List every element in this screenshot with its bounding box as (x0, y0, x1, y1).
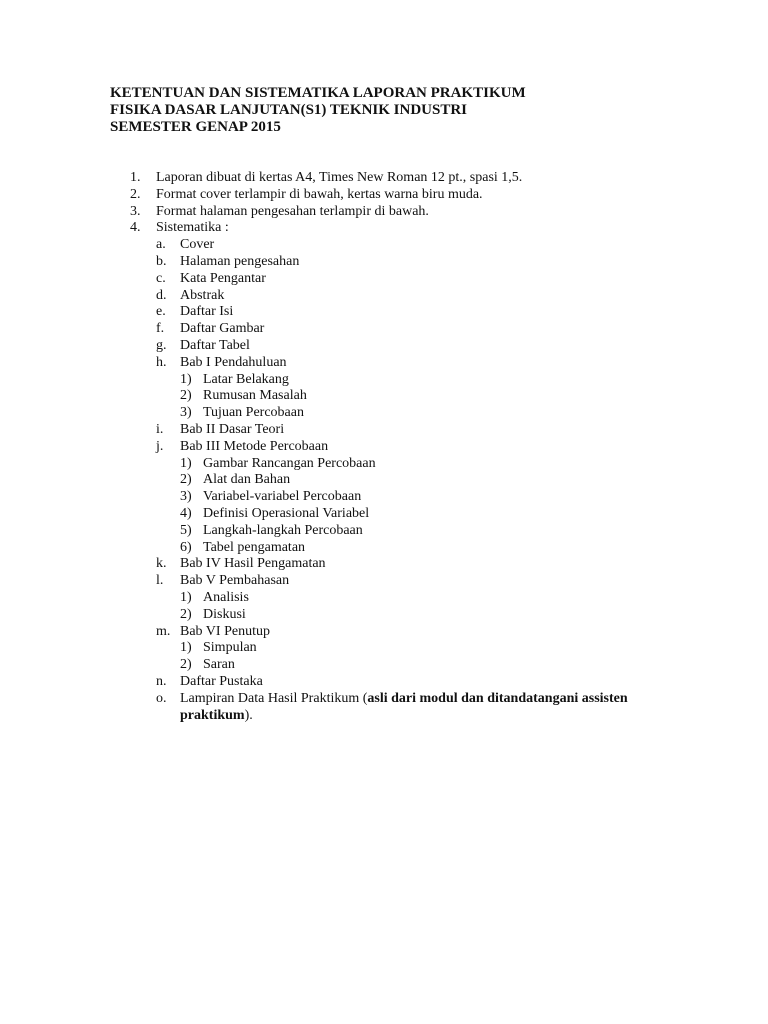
list-item (130, 338, 690, 355)
list-marker: 1) (180, 589, 192, 605)
list-item-text: Tujuan Percobaan (203, 405, 304, 421)
list-marker: 3) (180, 489, 192, 505)
list-marker: l. (156, 573, 164, 589)
list-item-text: Bab III Metode Percobaan (180, 438, 329, 454)
list-item-text: Cover (180, 237, 215, 253)
list-item-text: Rumusan Masalah (203, 388, 307, 404)
last-item-suffix: ). (244, 707, 253, 723)
list-marker: 4. (130, 220, 141, 236)
list-marker: j. (156, 438, 164, 454)
list-item-text: Latar Belakang (203, 371, 289, 387)
list-item-text: Bab V Pembahasan (180, 573, 290, 589)
list-marker: 1) (180, 640, 192, 656)
list-marker: 2) (180, 472, 192, 488)
document-heading (110, 85, 526, 136)
list-marker: 3) (180, 405, 192, 421)
list-item-text: Daftar Tabel (180, 337, 250, 353)
last-item-bold-text: asli dari modul dan ditandatangani assisten praktikum (180, 690, 628, 723)
list-marker: 2) (180, 388, 192, 404)
list-marker: 2) (180, 606, 192, 622)
list-item-text: Tabel pengamatan (203, 539, 306, 555)
list-marker: b. (156, 253, 167, 269)
heading-line-2: FISIKA DASAR LANJUTAN(S1) TEKNIK INDUSTRI (110, 102, 468, 118)
list-item (130, 422, 690, 439)
list-item (130, 271, 690, 288)
list-item-text (180, 691, 678, 725)
list-item-text: Bab II Dasar Teori (180, 421, 285, 437)
list-item (130, 405, 690, 422)
list-marker: 1. (130, 170, 141, 185)
list-item-text: Alat dan Bahan (203, 472, 291, 488)
list-item-text: Kata Pengantar (180, 270, 266, 286)
list-item (130, 204, 690, 221)
list-marker: n. (156, 673, 167, 689)
list-marker: 1) (180, 371, 192, 387)
list-item (130, 674, 690, 691)
list-marker: k. (156, 556, 167, 572)
list-marker: 5) (180, 522, 192, 538)
list-item-text: Variabel-variabel Percobaan (203, 489, 362, 505)
list-marker: 2) (180, 657, 192, 673)
list-item (130, 590, 690, 607)
list-item (130, 288, 690, 305)
list-item (130, 304, 690, 321)
list-item (130, 573, 690, 590)
list-marker: h. (156, 354, 167, 370)
list-item-text: Format halaman pengesahan terlampir di bawah. (156, 203, 429, 219)
list-marker: e. (156, 304, 166, 320)
list-marker: m. (156, 623, 171, 639)
list-item-text: Langkah-langkah Percobaan (203, 522, 363, 538)
list-item-text: Diskusi (203, 606, 246, 622)
list-item (130, 254, 690, 271)
list-item-text: Daftar Isi (180, 304, 234, 320)
list-marker: 2. (130, 186, 141, 202)
list-marker: a. (156, 237, 166, 253)
list-item (130, 456, 690, 473)
list-item (130, 355, 690, 372)
list-item (130, 556, 690, 573)
list-item-last (130, 691, 690, 725)
list-item-text: Bab I Pendahuluan (180, 354, 287, 370)
list-item-text: Definisi Operasional Variabel (203, 505, 370, 521)
list-item (130, 220, 690, 237)
heading-line-3: SEMESTER GENAP 2015 (110, 119, 281, 135)
list-item (130, 388, 690, 405)
list-marker: 4) (180, 505, 192, 521)
list-item-text: Format cover terlampir di bawah, kertas warna biru muda. (156, 186, 483, 202)
list-item (130, 321, 690, 338)
list-item-text: Abstrak (180, 287, 225, 303)
list-item (130, 472, 690, 489)
list-item-text: Halaman pengesahan (180, 253, 300, 269)
list-item (130, 237, 690, 254)
list-item-text: Simpulan (203, 640, 257, 656)
heading-line-1: KETENTUAN DAN SISTEMATIKA LAPORAN PRAKTIKUM (110, 85, 526, 101)
list-item (130, 624, 690, 641)
list-item (130, 657, 690, 674)
list-marker: g. (156, 337, 167, 353)
last-item-prefix: Lampiran Data Hasil Praktikum ( (180, 690, 368, 706)
list-marker: o. (156, 690, 167, 706)
list-item-text: Sistematika : (156, 220, 229, 236)
list-item-text: Laporan dibuat di kertas A4, Times New Roman 12 pt., spasi 1,5. (156, 170, 523, 185)
list-item (130, 607, 690, 624)
list-item (130, 540, 690, 557)
list-item-text: Analisis (203, 589, 249, 605)
list-item-text: Bab VI Penutup (180, 623, 270, 639)
list-marker: 3. (130, 203, 141, 219)
list-item (130, 187, 690, 204)
list-item (130, 372, 690, 389)
list-marker: i. (156, 421, 164, 437)
list-marker: c. (156, 270, 166, 286)
requirements-list (130, 170, 690, 724)
list-item (130, 170, 690, 187)
list-item-text: Daftar Gambar (180, 321, 265, 337)
list-marker: 1) (180, 455, 192, 471)
list-item (130, 523, 690, 540)
list-item-text: Saran (203, 657, 235, 673)
list-marker: f. (156, 321, 165, 337)
list-item-text: Daftar Pustaka (180, 673, 263, 689)
list-item (130, 506, 690, 523)
list-item (130, 640, 690, 657)
list-marker: d. (156, 287, 167, 303)
list-marker: 6) (180, 539, 192, 555)
list-item (130, 439, 690, 456)
list-item (130, 489, 690, 506)
list-item-text: Bab IV Hasil Pengamatan (180, 556, 326, 572)
list-item-text: Gambar Rancangan Percobaan (203, 455, 376, 471)
